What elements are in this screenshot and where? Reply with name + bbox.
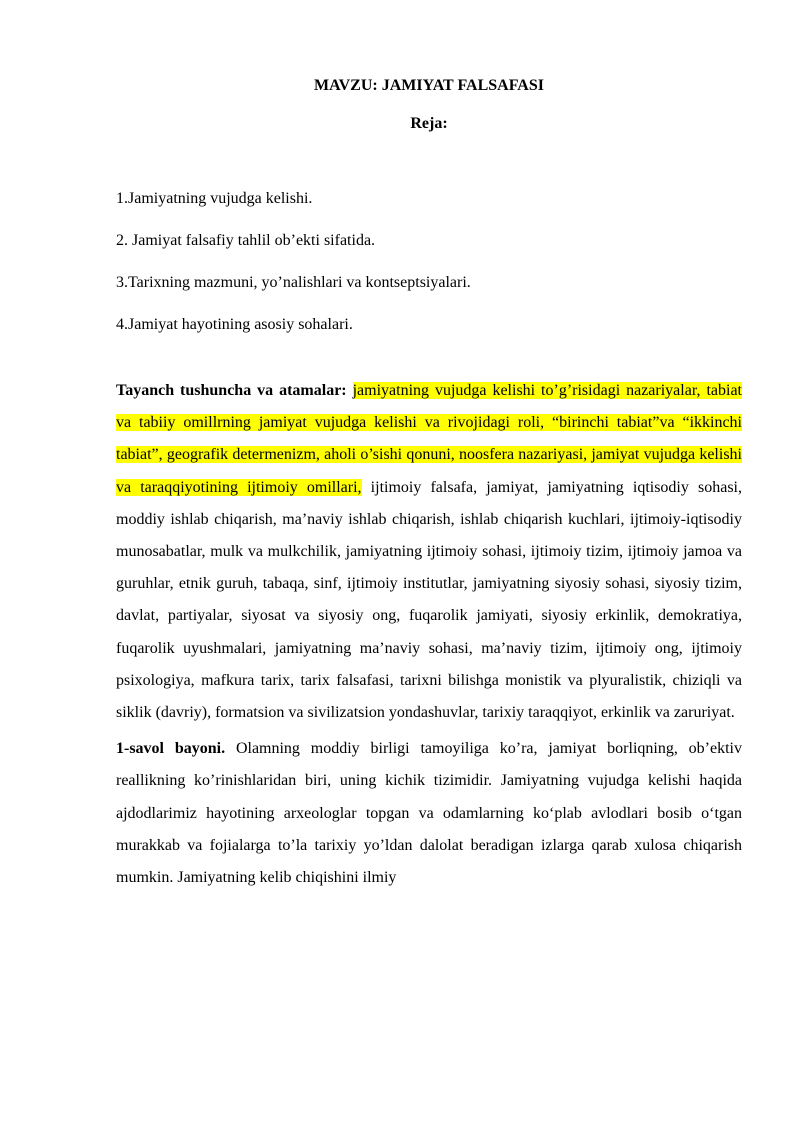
document-title: MAVZU: JAMIYAT FALSAFASI [314, 77, 544, 94]
savol-1-text: Olamning moddiy birligi tamoyiliga ko’ra, jamiyat borliqning, ob’ektiv reallikning ko’rinishlaridan biri, uning kichik tizimidir. Jamiyatning vujudga kelishi haqida ajdodlarimiz hayotining arxeologlar topgan va odamlarning ko‘plab avlodlari bosib o‘tgan murakkab va fojialarga to’la tarixiy yo’ldan dalolat beradigan izlarga qarab xulosa chiqarish mumkin. Jamiyatning kelib chiqishini ilmiy [116, 740, 742, 887]
plan-item-2: 2. Jamiyat falsafiy tahlil ob’ekti sifatida. [116, 232, 376, 249]
savol-1-paragraph [116, 733, 742, 894]
savol-1-lead: 1-savol bayoni. [116, 740, 226, 758]
plan-heading: Reja: [410, 115, 448, 132]
keywords-lead: Tayanch tushuncha va atamalar: [116, 382, 347, 399]
plan-item-4: 4.Jamiyat hayotining asosiy sohalari. [116, 316, 353, 333]
keywords-rest: ijtimoiy falsafa, jamiyat, jamiyatning iqtisodiy sohasi, moddiy ishlab chiqarish, ma’naviy ishlab chiqarish, ishlab chiqarish kuchlari, ijtimoiy-iqtisodiy munosabatlar, mulk va mulkchilik, jamiyatning ijtimoiy sohasi, ijtimoiy tizim, ijtimoiy jamoa va guruhlar, etnik guruh, tabaqa, sinf, ijtimoiy institutlar, jamiyatning siyosiy sohasi, siyosiy tizim, davlat, partiyalar, siyosat va siyosiy ong, fuqarolik jamiyati, siyosiy erkinlik, demokratiya, fuqarolik uyushmalari, jamiyatning ma’naviy sohasi, ma’naviy tizim, ijtimoiy ong, ijtimoiy psixologiya, mafkura tarix, tarix falsafasi, tarixni bilishga monistik va plyuralistik, chiziqli va siklik (davriy), formatsion va sivilizatsion yondashuvlar, tarixiy taraqqiyot, erkinlik va zaruriyat. [116, 478, 742, 722]
plan-item-3: 3.Tarixning mazmuni, yo’nalishlari va kontseptsiyalari. [116, 274, 471, 291]
keywords-paragraph [116, 375, 742, 729]
document-page [116, 70, 742, 894]
plan-list [116, 189, 742, 335]
keywords-highlighted: jamiyatning vujudga kelishi to’g’risidagi nazariyalar, tabiat va tabiiy omillrning jamiyat vujudga kelishi va rivojidagi roli, “birinchi tabiat”va “ikkinchi tabiat”, geografik determenizm, aholi o’sishi qonuni, noosfera nazariyasi, jamiyat vujudga kelishi va taraqqiyotining ijtimoiy omillari, [116, 382, 743, 496]
plan-item-1: 1.Jamiyatning vujudga kelishi. [116, 190, 313, 207]
